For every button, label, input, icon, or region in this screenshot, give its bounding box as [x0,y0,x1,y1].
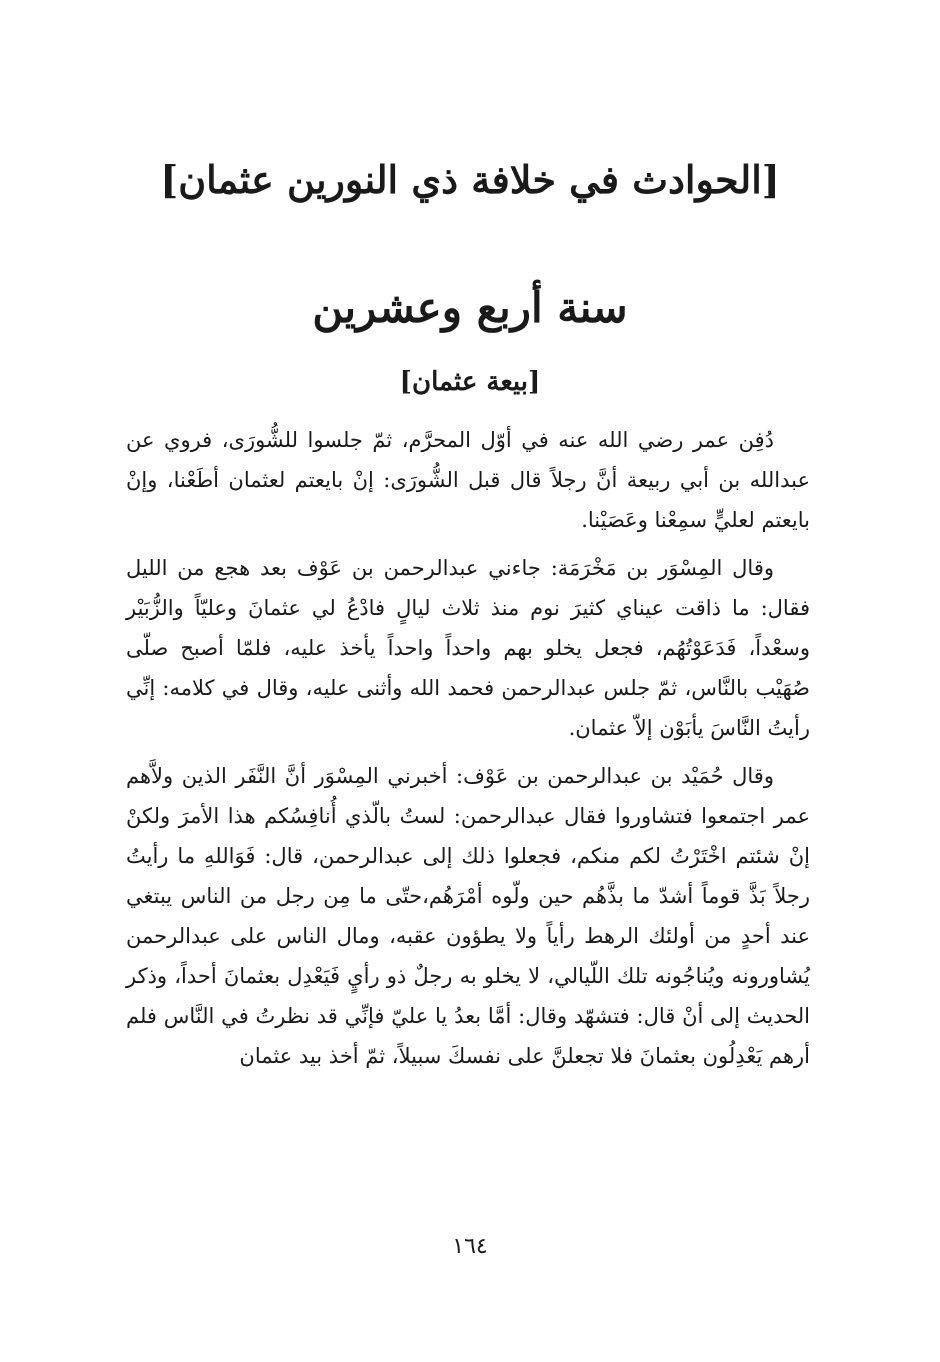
paragraph: وقال المِسْوَر بن مَخْرَمَة: جاءني عبدالرحمن بن عَوْف بعد هجع من الليل فقال: ما ذاقت عيناي كثيرَ نوم منذ ثلاث ليالٍ فادْعُ لي عثمانَ وعليّاً والزُّبَيْر وسعْداً، فَدَعَوْتُهُم، فجعل يخلو بهم واحداً واحداً يأخذ عليه، فلمّا أصبح صلّى صُهَيْب بالنَّاس، ثمّ جلس عبدالرحمن فحمد الله وأثنى عليه، وقال في كلامه: إنِّي رأيتُ النَّاسَ يأبَوْن إلاّ عثمان. [126,556,810,740]
section-heading: [بيعة عثمان] [399,367,541,397]
body-text [126,420,810,1084]
paragraph: وقال حُمَيْد بن عبدالرحمن بن عَوْف: أخبرني المِسْوَر أنَّ النَّفَر الذين ولاَّهم عمر اجتمعوا فتشاوروا فقال عبدالرحمن: لستُ بالّذي أُنافِسُكم هذا الأمرَ ولكنْ إنْ شئتم اخْتَرْتُ لكم منكم، فجعلوا ذلك إلى عبدالرحمن، قال: فَوَاللهِ ما رأيتُ رجلاً بَذَّ قوماً أشدّ ما بذَّهُم حين ولّوه أمْرَهُم،حتّى ما مِن رجل من الناس يبتغي عند أحدٍ من أولئك الرهط رأياً ولا يطؤون عقبه، ومال الناس على عبدالرحمن يُشاورونه ويُناجُونه تلك اللّيالي، لا يخلو به رجلٌ ذو رأيٍ فَيَعْدِل بعثمانَ أحداً، وذكر الحديث إلى أنْ قال: فتشهّد وقال: أمَّا بعدُ يا عليّ فإنِّي قد نظرتُ في النَّاس فلم أرهم يَعْدِلُون بعثمانَ فلا تجعلنَّ على نفسكَ سبيلاً، ثمّ أخذ بيد عثمان [126,764,810,1068]
page-number: ١٦٤ [452,1234,488,1259]
chapter-title: [الحوادث في خلافة ذي النورين عثمان] [160,157,780,202]
year-heading: سنة أربع وعشرين [312,283,628,332]
paragraph: دُفِن عمر رضي الله عنه في أوّل المحرَّم، ثمّ جلسوا للشُّورَى، فروي عن عبدالله بن أبي ربيعة أنَّ رجلاً قال قبل الشُّورَى: إنْ بايعتم لعثمان أطَعْنا، وإنْ بايعتم لعليٍّ سمِعْنا وعَصَيْنا. [126,428,810,532]
